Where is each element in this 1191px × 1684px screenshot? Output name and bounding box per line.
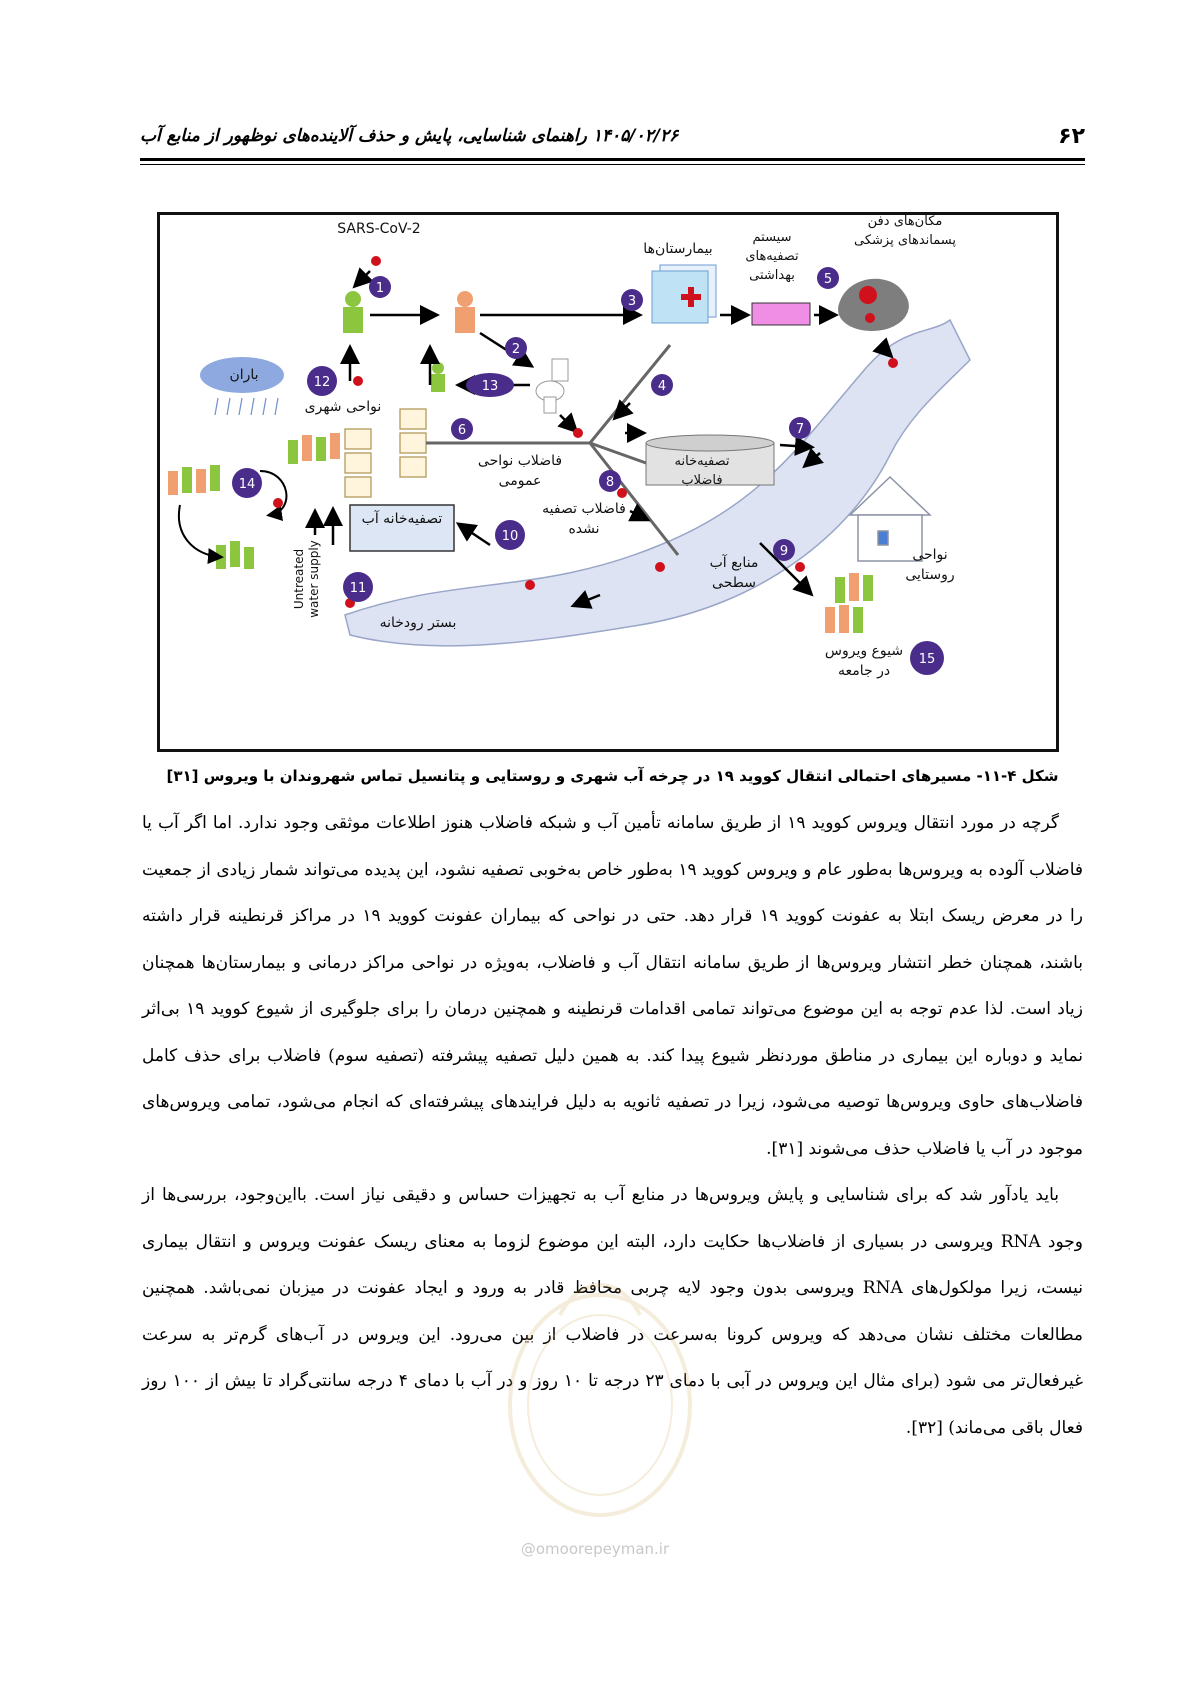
person-small-green-icon	[431, 362, 445, 392]
virus-icon	[525, 580, 535, 590]
sanitation-system-icon	[752, 303, 810, 325]
urban-buildings-icon	[345, 409, 426, 497]
virus-icon	[273, 498, 283, 508]
label-urban-areas: نواحی شهری	[304, 399, 382, 415]
step-5: 5	[823, 272, 833, 287]
header-rule-thick	[140, 158, 1085, 161]
label-public-sewage: فاضلاب نواحی عمومی	[477, 453, 563, 490]
step-4: 4	[657, 379, 667, 394]
step-11: 11	[349, 581, 367, 596]
step-1: 1	[375, 281, 385, 296]
label-community-spread: شیوع ویروس در جامعه	[824, 643, 904, 680]
step-7: 7	[795, 422, 805, 437]
hospital-icon	[652, 265, 716, 323]
label-surface-water: منابع آب سطحی	[709, 555, 759, 592]
toilet-icon	[536, 359, 568, 413]
label-water-plant: تصفیه‌خانه آب	[361, 511, 443, 527]
medical-landfill-icon	[838, 279, 909, 331]
step-12: 12	[313, 375, 331, 390]
rural-crowd-icon	[825, 573, 873, 633]
spread-cycle-arrow-2	[179, 505, 220, 557]
virus-icon	[353, 376, 363, 386]
step-9: 9	[779, 544, 789, 559]
covid-water-cycle-figure	[157, 212, 1059, 752]
step-15: 15	[918, 652, 936, 667]
virus-icon	[865, 313, 875, 323]
label-untreated-sewage: فاضلاب تصفیه نشده	[542, 501, 626, 538]
step-2: 2	[511, 342, 521, 357]
paragraph-1: گرچه در مورد انتقال ویروس کووید ۱۹ از طریق سامانه تأمین آب و شبکه فاضلاب هنوز اطلاعات موثقی وجود ندارد. اما اگر آب یا فاضلاب آلوده به ویروس‌ها به‌طور عام و ویروس کووید ۱۹ به‌طور خاص به‌خوبی تصفیه نشود، این پدیده می‌تواند شمار زیادی از جمعیت را در معرض ریسک ابتلا به عفونت کووید ۱۹ قرار دهد. حتی در نواحی که بیماران عفونت کووید ۱۹ در مراکز قرنطینه قرار داشته باشند، همچنان خطر انتشار ویروس‌ها از طریق سامانه انتقال آب و فاضلاب، به‌ویژه در نواحی مراکز درمانی و بیمارستان‌ها همچنان زیاد است. لذا عدم توجه به این موضوع می‌تواند تمامی اقدامات قرنطینه و همچنین درمان را برای جلوگیری از شیوع کووید ۱۹ بی‌اثر نماید و دوباره این بیماری در مناطق موردنظر شیوع پیدا کند. به همین دلیل تصفیه پیشرفته (تصفیه سوم) فاضلاب برای حذف کامل فاضلاب‌های حاوی ویروس‌ها توصیه می‌شود، زیرا در تصفیه ثانویه به دلیل فرایندهای پیشرفته‌ای که انجام می‌شود، تمامی ویروس‌های موجود در آب یا فاضلاب حذف می‌شوند [۳۱].	[142, 813, 1084, 1159]
virus-icon	[888, 358, 898, 368]
step-14: 14	[238, 477, 256, 492]
figure-caption: شکل ۴-۱۱- مسیرهای احتمالی انتقال کووید ۱۹ در چرخه آب شهری و روستایی و پتانسیل تماس شهروندان با ویروس [۳۱]	[166, 767, 1059, 785]
person-green-icon	[343, 291, 363, 333]
step-10: 10	[501, 529, 519, 544]
crowd-left-icon	[168, 465, 220, 495]
virus-icon	[573, 428, 583, 438]
step-13: 13	[481, 379, 499, 394]
person-orange-icon	[455, 291, 475, 333]
virus-icon	[617, 488, 627, 498]
label-rain: باران	[229, 367, 259, 383]
label-sars: SARS-CoV-2	[337, 221, 421, 237]
label-riverbed: بستر رودخانه	[379, 615, 457, 631]
paragraph-2: باید یادآور شد که برای شناسایی و پایش ویروس‌ها در منابع آب به تجهیزات حساس و دقیقی نیاز است. بااین‌وجود، بررسی‌ها از وجود RNA ویروسی در بسیاری از فاضلاب‌ها حکایت دارد، البته این موضوع لزوما به معنای ریسک عفونت ویروس و انتقال بیماری نیست، زیرا مولکول‌های RNA ویروسی بدون وجود لایه چربی محافظ قادر به ورود و ایجاد عفونت در میزبان نمی‌باشد. همچنین مطالعات مختلف نشان می‌دهد که ویروس کرونا به‌سرعت در فاضلاب از بین می‌رود. این ویروس در آب‌های گرم‌تر به سرعت غیرفعال‌تر می شود (برای مثال این ویروس در آبی با دمای ۲۳ درجه تا ۱۰ روز و در آب با دمای ۴ درجه سانتی‌گراد تا بیش از ۱۰۰ روز فعال باقی می‌ماند) [۳۲].	[142, 1185, 1083, 1438]
biohazard-icon	[859, 286, 877, 304]
label-hospitals: بیمارستان‌ها	[643, 241, 713, 257]
watermark-text: @omoorepeyman.ir	[520, 1540, 670, 1558]
watermark-seal-logo	[500, 1255, 700, 1520]
label-medical-waste: مکان‌های دفن پسماندهای پزشکی	[854, 214, 956, 248]
running-title: ۱۴۰۵/۰۲/۲۶ راهنمای شناسایی، پایش و حذف آلاینده‌های نوظهور از منابع آب	[140, 126, 679, 146]
label-wastewater-plant: تصفیه‌خانه فاضلاب	[674, 454, 730, 488]
spread-cycle-arrow	[260, 471, 286, 515]
crowd-bottom-icon	[216, 541, 254, 569]
label-rural-areas: نواحی روستایی	[905, 547, 955, 584]
virus-icon	[655, 562, 665, 572]
page-number: ۶۲	[1058, 124, 1085, 149]
step-3: 3	[627, 294, 637, 309]
page-header	[140, 118, 1085, 158]
virus-icon	[795, 562, 805, 572]
virus-icon	[371, 256, 381, 266]
step-6: 6	[457, 423, 467, 438]
step-8: 8	[605, 475, 615, 490]
urban-crowd-icon	[288, 433, 340, 464]
figure-diagram	[160, 215, 1056, 749]
label-treatment-system: سیستم تصفیه‌های بهداشتی	[745, 230, 799, 283]
label-untreated-supply: Untreated water supply	[292, 540, 321, 618]
header-rule-thin	[140, 164, 1085, 165]
